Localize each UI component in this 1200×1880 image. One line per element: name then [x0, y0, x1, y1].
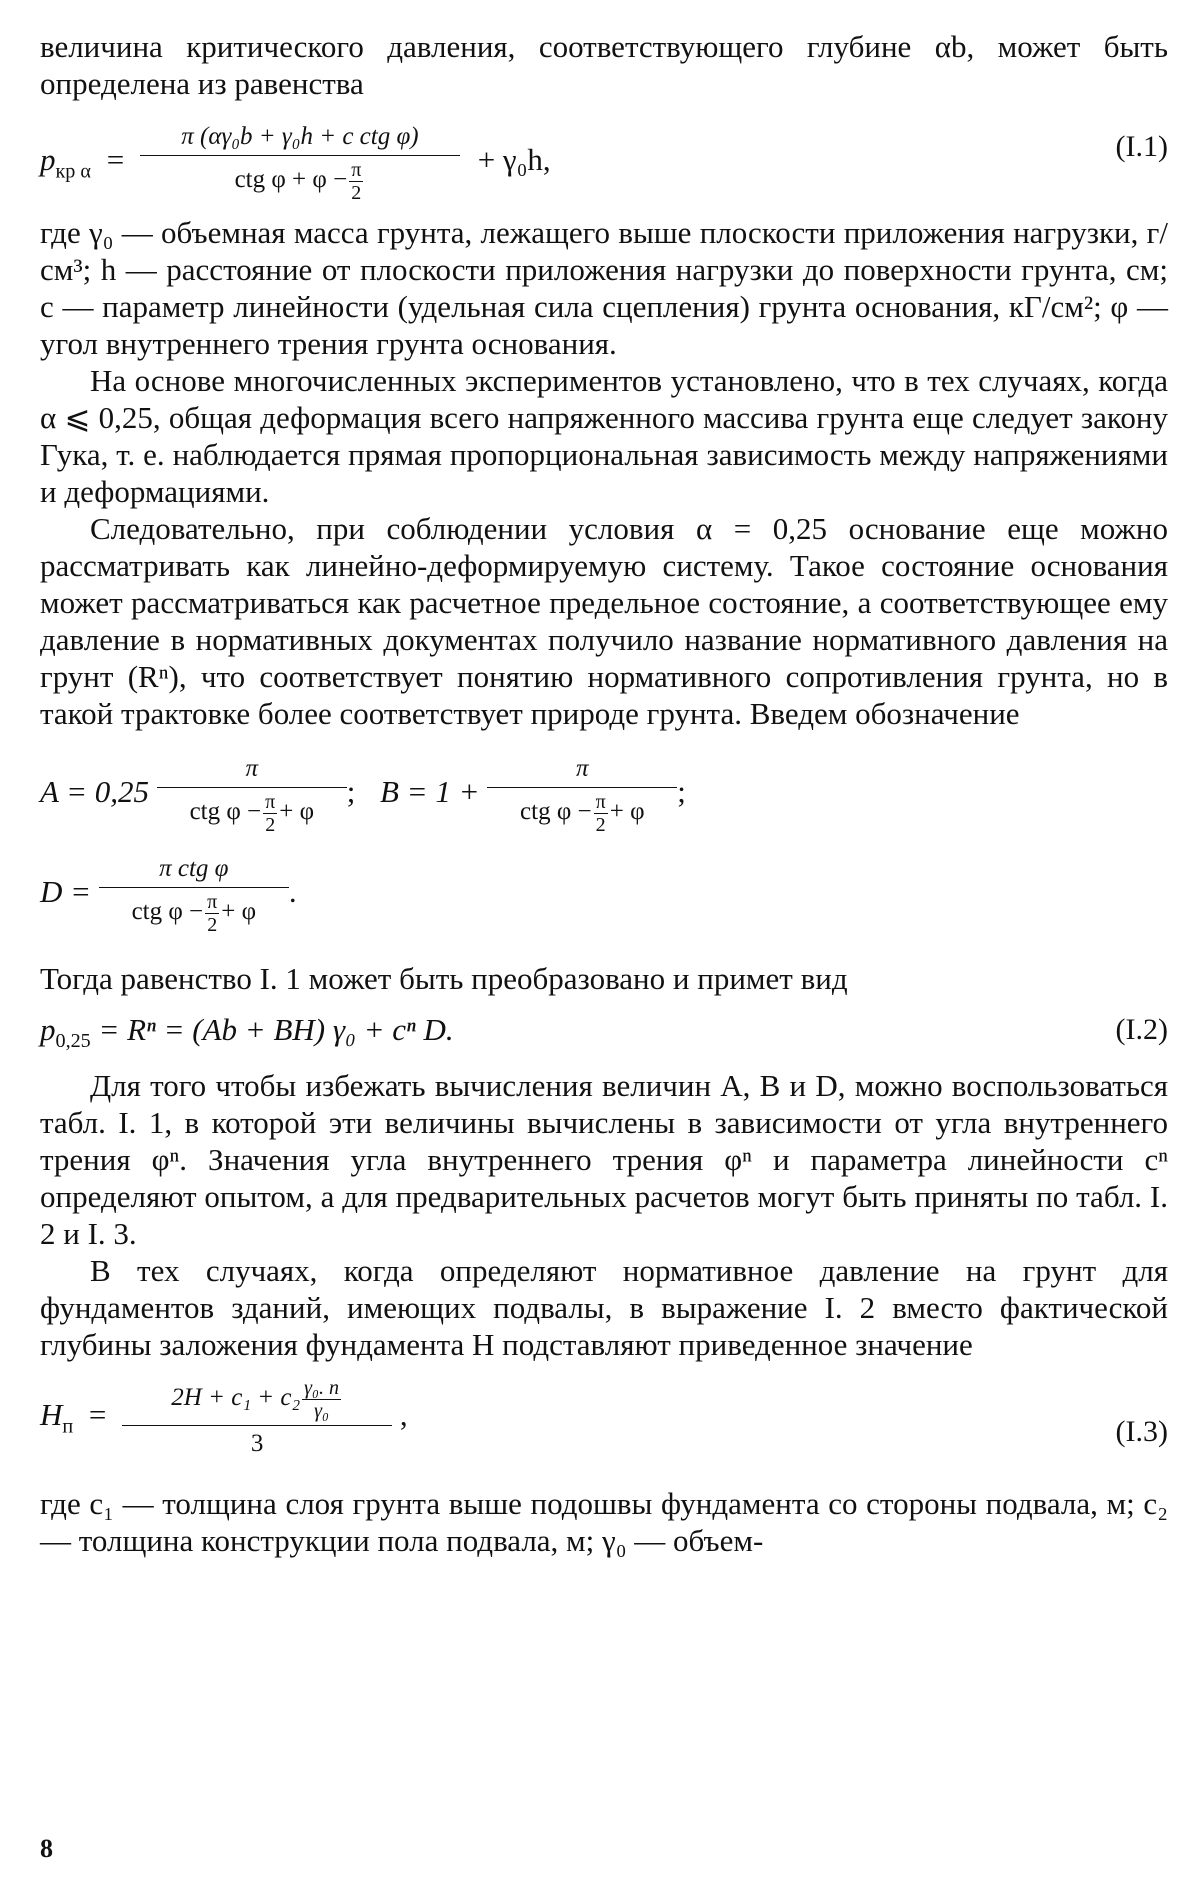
eq3-number: (I.3): [1115, 1415, 1168, 1448]
page-body: [40, 28, 1168, 1559]
eq1-number: (I.1): [1115, 130, 1168, 163]
eq1-pi-over-2: $\frac{\pi}{2}$: [351, 159, 362, 204]
page-number: 8: [40, 1834, 53, 1863]
equation-a: A = 0,25 π ctg φ − $\frac{\pi}{2}$ + φ ;: [40, 755, 356, 836]
eq1-denominator: ctg φ + φ − $\frac{\pi}{2}$: [234, 159, 362, 204]
eq1-lhs: p: [40, 142, 56, 178]
eq1-tail: + γ₀h,: [477, 142, 551, 178]
equation-b: B = 1 + π ctg φ − $\frac{\pi}{2}$ + φ ;: [380, 755, 686, 836]
equations-a-b: [40, 750, 1168, 842]
eq1-numerator: π (αγ₀b + γ₀h + c ctg φ): [140, 122, 460, 156]
eq1-fraction: [140, 122, 460, 204]
equation-2: $p_{0,25} = R^n = (Ab + BH) \gamma_0 + c^n$ D. (I.2): [40, 1012, 1168, 1053]
equation-1: $p_{кр \alpha}$ = π (αγ₀b + γ₀h + c ctg φ) ctg φ + φ − $\frac{\pi}{2}$ + γ₀h, (I.1): [40, 123, 1168, 204]
paragraph-2: где γ₀ — объемная масса грунта, лежащего выше плоскости приложения нагрузки, г/см³; h — расстояние от плоскости приложения нагрузки до поверхности грунта, см; c — параметр линейности (удельная сила сцепления) грунта основания, кГ/см²; φ — угол внутреннего трения грунта основания.: [40, 215, 1168, 361]
eq3-fraction: 2H + c₁ + c₂ γ₀. п γ₀ 3: [122, 1377, 392, 1459]
paragraph-7: В тех случаях, когда определяют нормативное давление на грунт для фундаментов зданий, имеющих подвалы, в выражение I. 2 вместо фактической глубины заложения фундамента H подставляют приведенное значение: [40, 1253, 1168, 1362]
paragraph-8: где c₁ — толщина слоя грунта выше подошвы фундамента со стороны подвала, м; c₂ — толщина конструкции пола подвала, м; γ₀ — объем-: [40, 1486, 1168, 1558]
eq2-number: (I.2): [1115, 1013, 1168, 1046]
equation-3: $H_п$ = 2H + c₁ + c₂ γ₀. п γ₀ 3 , (I.3): [40, 1377, 1168, 1457]
eq1-lhs-sub: кр α: [55, 160, 91, 183]
equation-d: D = π ctg φ ctg φ − $\frac{\pi}{2}$ + φ .: [40, 855, 297, 936]
paragraph-3: На основе многочисленных экспериментов установлено, что в тех случаях, когда α ⩽ 0,25, общая деформация всего напряженного массива грунта еще следует закону Гука, т. е. наблюдается прямая пропорциональная зависимость между напряжениями и деформациями.: [40, 363, 1168, 509]
paragraph-5: Тогда равенство I. 1 может быть преобразовано и примет вид: [40, 961, 848, 996]
paragraph-4: Следовательно, при соблюдении условия α = 0,25 основание еще можно рассматривать как линейно-деформируемую систему. Такое состояние основания может рассматриваться как расчетное предельное состояние, а соответствующее ему давление в нормативных документах получило название нормативного давления на грунт (Rⁿ), что соответствует понятию нормативного сопротивления грунта, но в такой трактовке более соответствует природе грунта. Введем обозначение: [40, 511, 1168, 731]
paragraph-6: Для того чтобы избежать вычисления величин A, B и D, можно воспользоваться табл. I. 1, в которой эти величины вычислены в зависимости от угла внутреннего трения φⁿ. Значения угла внутреннего трения φⁿ и параметра линейности cⁿ определяют опытом, а для предварительных расчетов могут быть приняты по табл. I. 2 и I. 3.: [40, 1068, 1168, 1251]
paragraph-1: величина критического давления, соответствующего глубине αb, может быть определена из равенства: [40, 29, 1168, 101]
